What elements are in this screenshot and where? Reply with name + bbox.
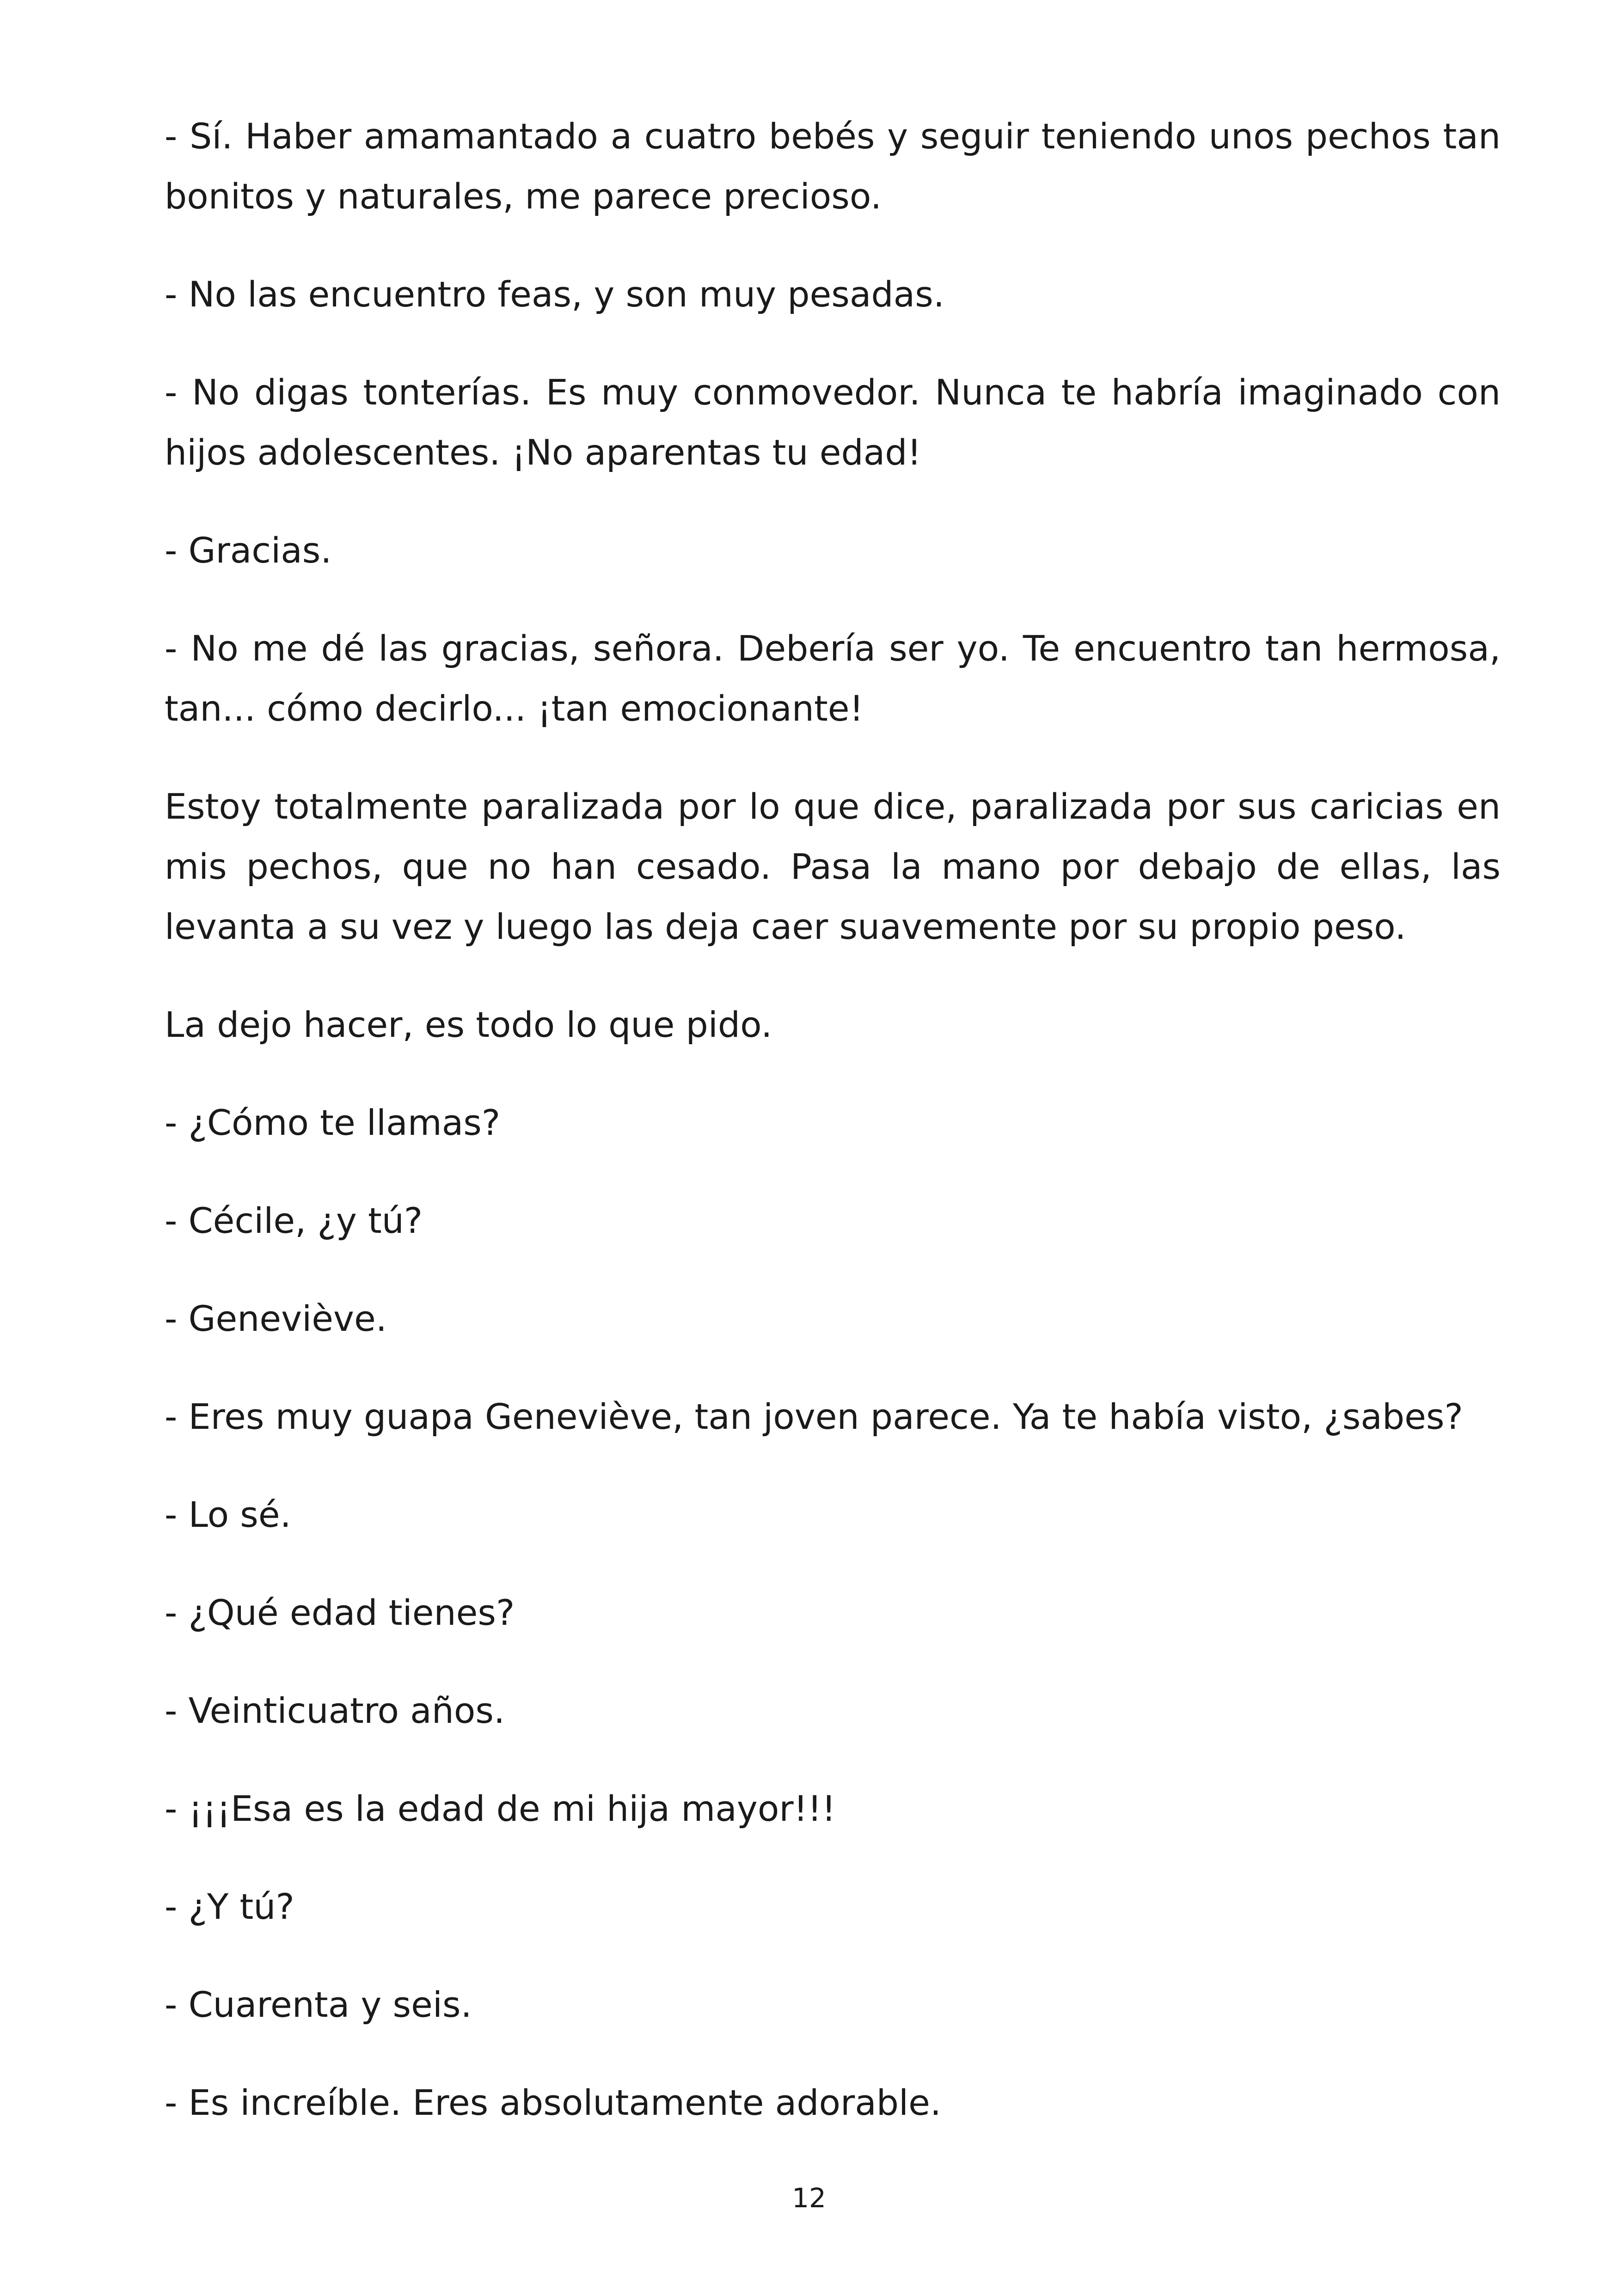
paragraph: - ¿Qué edad tienes? (165, 1592, 515, 1633)
paragraph: - ¿Y tú? (165, 1886, 294, 1927)
paragraph: - ¡¡¡Esa es la edad de mi hija mayor!!! (165, 1788, 836, 1829)
paragraph: - Eres muy guapa Geneviève, tan joven parece. Ya te había visto, ¿sabes? (165, 1396, 1463, 1437)
paragraph: - Gracias. (165, 530, 332, 571)
paragraph: - Cuarenta y seis. (165, 1984, 472, 2025)
paragraph: - Es increíble. Eres absolutamente adorable. (165, 2082, 942, 2123)
paragraph: - Sí. Haber amamantado a cuatro bebés y seguir teniendo unos pechos tan bonitos y naturales, me parece precioso. (165, 116, 1501, 217)
page-number: 12 (792, 2182, 826, 2214)
paragraph: - ¿Cómo te llamas? (165, 1102, 501, 1143)
paragraph: Estoy totalmente paralizada por lo que dice, paralizada por sus caricias en mis pechos, que no han cesado. Pasa la mano por debajo de ellas, las levanta a su vez y luego las deja caer suavemente por su propio peso. (165, 786, 1501, 947)
page-body (165, 106, 1501, 2171)
paragraph: - Cécile, ¿y tú? (165, 1200, 423, 1241)
paragraph: - Lo sé. (165, 1494, 291, 1535)
paragraph: - No digas tonterías. Es muy conmovedor. Nunca te habría imaginado con hijos adolescentes. ¡No aparentas tu edad! (165, 372, 1501, 473)
paragraph: - Veinticuatro años. (165, 1690, 505, 1731)
paragraph: - No las encuentro feas, y son muy pesadas. (165, 274, 944, 315)
paragraph: - Geneviève. (165, 1298, 387, 1339)
paragraph: - No me dé las gracias, señora. Debería ser yo. Te encuentro tan hermosa, tan... cómo decirlo... ¡tan emocionante! (165, 628, 1501, 729)
paragraph: La dejo hacer, es todo lo que pido. (165, 1004, 772, 1045)
